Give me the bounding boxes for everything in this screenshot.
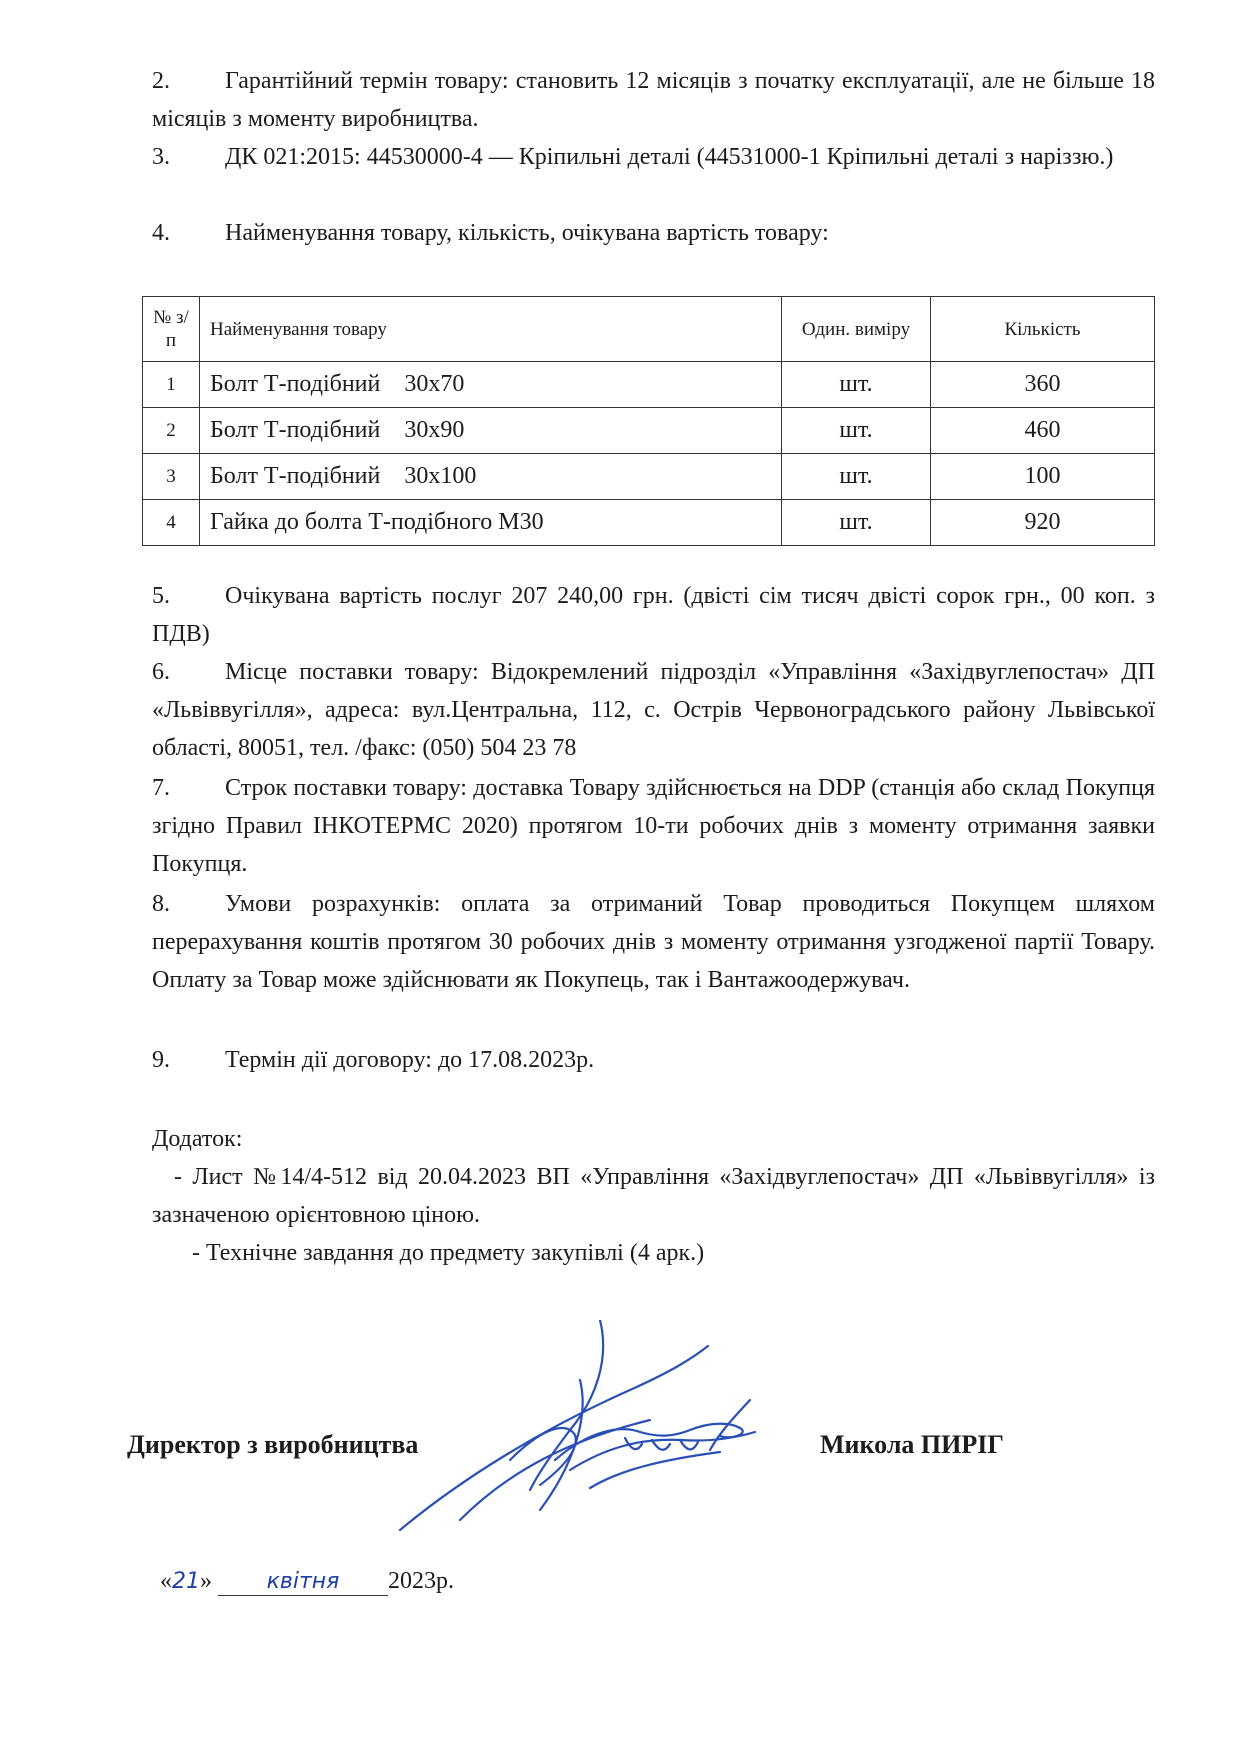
- item-9: [152, 1041, 1155, 1079]
- table-row: [143, 500, 1155, 546]
- item-number: 4.: [152, 220, 170, 246]
- cell-name: Болт Т-подібний 30х70: [200, 362, 782, 408]
- cell-unit: шт.: [782, 362, 931, 408]
- table-header-row: [143, 297, 1155, 362]
- date-month: квітня: [266, 1569, 340, 1594]
- cell-name: Болт Т-подібний 30х100: [200, 454, 782, 500]
- item-3: [152, 138, 1155, 176]
- signature-date: «21» квітня 2023р.: [160, 1568, 454, 1594]
- table-row: [143, 362, 1155, 408]
- item-number: 9.: [152, 1047, 170, 1073]
- date-day: 21: [172, 1569, 200, 1594]
- item-text: Строк поставки товару: доставка Товару здійснюється на DDP (станція або склад Покупця згідно Правил ІНКОТЕРМС 2020) протягом 10-ти робочих днів з моменту отримання заявки Покупця.: [152, 775, 1155, 877]
- item-6: [152, 653, 1155, 767]
- cell-num: 3: [143, 454, 200, 500]
- goods-table: [142, 296, 1155, 546]
- item-number: 8.: [152, 891, 170, 917]
- cell-num: 4: [143, 500, 200, 546]
- table-row: [143, 408, 1155, 454]
- cell-num: 2: [143, 408, 200, 454]
- item-number: 5.: [152, 583, 170, 609]
- item-number: 3.: [152, 144, 170, 170]
- cell-unit: шт.: [782, 500, 931, 546]
- item-2: [152, 62, 1155, 138]
- date-year: 2023р.: [388, 1568, 454, 1594]
- cell-name: Болт Т-подібний 30х90: [200, 408, 782, 454]
- table-row: [143, 454, 1155, 500]
- item-number: 7.: [152, 775, 170, 801]
- addendum-item: - Лист №14/4-512 від 20.04.2023 ВП «Управління «Західвуглепостач» ДП «Львіввугілля» із зазначеною орієнтовною ціною.: [152, 1164, 1155, 1228]
- header-num: № з/п: [143, 297, 200, 362]
- item-number: 6.: [152, 659, 170, 685]
- cell-num: 1: [143, 362, 200, 408]
- cell-qty: 920: [931, 500, 1155, 546]
- cell-qty: 360: [931, 362, 1155, 408]
- item-5: [152, 577, 1155, 653]
- signer-name: Микола ПИРІГ: [820, 1430, 1004, 1459]
- item-text: Умови розрахунків: оплата за отриманий Товар проводиться Покупцем шляхом перерахування коштів протягом 30 робочих днів з моменту отримання узгодженої партії Товару. Оплату за Товар може здійснювати як Покупець, так і Вантажоодержувач.: [152, 891, 1155, 993]
- item-text: ДК 021:2015: 44530000-4 — Кріпильні деталі (44531000-1 Кріпильні деталі з наріззю.): [225, 144, 1114, 170]
- item-text: Очікувана вартість послуг 207 240,00 грн. (двісті сім тисяч двісті сорок грн., 00 коп. з ПДВ): [152, 583, 1155, 647]
- addendum-item: - Технічне завдання до предмету закупівлі (4 арк.): [192, 1240, 705, 1266]
- cell-unit: шт.: [782, 408, 931, 454]
- signer-position: Директор з виробництва: [127, 1430, 419, 1459]
- item-number: 2.: [152, 68, 170, 94]
- header-qty: Кількість: [931, 297, 1155, 362]
- addendum-title: Додаток:: [152, 1126, 243, 1152]
- item-8: [152, 885, 1155, 999]
- cell-name: Гайка до болта Т-подібного М30: [200, 500, 782, 546]
- signature-row: [127, 1430, 1157, 1470]
- item-7: [152, 769, 1155, 883]
- item-text: Термін дії договору: до 17.08.2023р.: [225, 1047, 595, 1073]
- header-name: Найменування товару: [200, 297, 782, 362]
- item-text: Гарантійний термін товару: становить 12 місяців з початку експлуатації, але не більше 18 місяців з моменту виробництва.: [152, 68, 1155, 132]
- header-unit: Один. виміру: [782, 297, 931, 362]
- item-text: Найменування товару, кількість, очікувана вартість товару:: [225, 220, 829, 246]
- date-month-field: [218, 1568, 388, 1596]
- cell-qty: 100: [931, 454, 1155, 500]
- item-text: Місце поставки товару: Відокремлений підрозділ «Управління «Західвуглепостач» ДП «Львіввугілля», адреса: вул.Центральна, 112, с. Острів Червоноградського району Львівської області, 80051, тел. /факс: (050) 504 23 78: [152, 659, 1155, 761]
- item-4: [152, 214, 1155, 252]
- cell-qty: 460: [931, 408, 1155, 454]
- cell-unit: шт.: [782, 454, 931, 500]
